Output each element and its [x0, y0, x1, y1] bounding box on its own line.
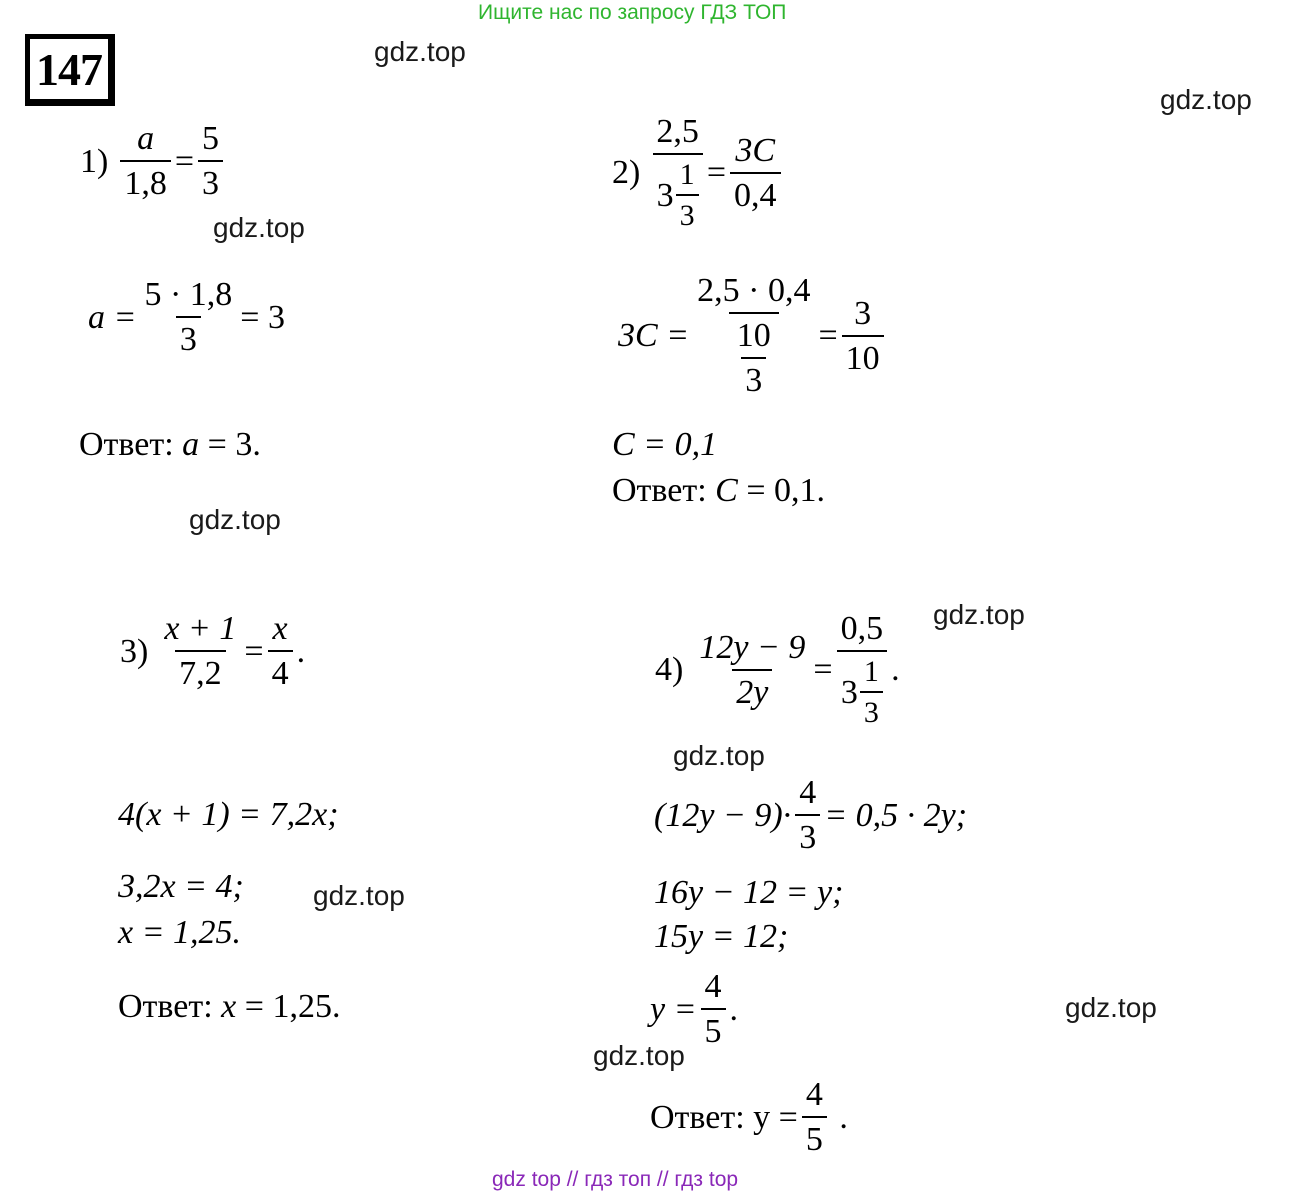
fraction — [695, 628, 809, 711]
numerator: 1 — [863, 655, 879, 688]
numerator: 4 — [799, 774, 817, 811]
watermark: gdz.top — [933, 599, 1025, 630]
watermark: gdz.top — [1160, 84, 1252, 115]
answer-value: = 1,25. — [244, 988, 341, 1025]
lhs: 3C = — [618, 317, 690, 354]
p2-c-value: C = 0,1 — [612, 426, 718, 463]
p4-step-2: 16y − 12 = y; — [654, 874, 844, 911]
p1-equation-1: 1) $\frac{a}{1,8}$ = $\frac{5}{3}$ — [80, 122, 227, 201]
p4-step-1 — [654, 776, 967, 855]
fraction — [268, 612, 293, 691]
mixed-whole: 3 — [840, 673, 858, 711]
numerator: 3C — [735, 131, 776, 169]
top-banner: Ищите нас по запросу ГДЗ ТОП — [478, 1, 787, 24]
fraction — [652, 115, 703, 231]
answer-word: Ответ: — [612, 472, 707, 509]
fraction — [795, 776, 820, 855]
watermark: gdz.top — [1065, 992, 1157, 1023]
watermark: gdz.top — [313, 880, 405, 911]
lhs: a = — [88, 298, 137, 336]
fraction — [701, 970, 726, 1049]
numerator: a — [137, 120, 155, 157]
answer-word: Ответ: — [118, 988, 213, 1025]
denominator — [653, 153, 703, 231]
answer-value: = 3. — [207, 426, 261, 463]
numerator: x + 1 — [164, 610, 237, 647]
denominator: 5 — [802, 1116, 827, 1157]
answer-var: x — [221, 988, 237, 1025]
fraction — [160, 612, 240, 691]
p2-equation-1: 2) 2,5 3 $\frac{1}{3}$ = $\frac{3C}{0,4}$ — [612, 115, 785, 231]
denominator: 1,8 — [120, 160, 171, 201]
numerator: 2,5 · 0,4 — [697, 272, 811, 309]
bottom-banner: gdz top // гдз топ // гдз top — [492, 1168, 739, 1191]
watermark: gdz.top — [673, 740, 765, 771]
numerator: 1 — [679, 158, 695, 191]
denominator: 3 — [176, 316, 201, 357]
numerator: 4 — [704, 968, 722, 1005]
rhs: = 0,5 · 2y; — [824, 796, 968, 834]
p1-equation-2 — [88, 278, 285, 357]
denominator: 3 — [676, 194, 699, 231]
fraction — [120, 122, 171, 201]
answer-word: Ответ: y = — [650, 1098, 798, 1136]
watermark: gdz.top — [189, 504, 281, 535]
watermark: gdz.top — [374, 36, 466, 67]
numerator: 2,5 — [656, 113, 699, 150]
mixed-whole: 3 — [656, 176, 674, 214]
numerator: 0,5 — [840, 610, 884, 647]
fraction — [802, 1078, 827, 1157]
p2-answer — [612, 472, 825, 510]
denominator: 3 — [198, 160, 223, 201]
numerator: 4 — [805, 1076, 823, 1113]
denominator: 10 — [842, 335, 884, 376]
numerator: 5 — [202, 120, 220, 157]
p4-equation-1: 4) $\frac{12y - 9}{2y}$ = 0,5 3 $\frac{1}{3}$ . — [655, 610, 900, 729]
denominator — [729, 312, 779, 398]
rhs: = 3 — [240, 298, 285, 336]
answer-word: Ответ: — [79, 426, 174, 463]
p4-step-3: 15y = 12; — [654, 918, 789, 955]
denominator: 5 — [701, 1008, 726, 1049]
numerator: 12y − 9 — [699, 628, 806, 666]
answer-value: = 0,1. — [746, 472, 826, 509]
p2-label: 2) — [612, 154, 641, 191]
numerator: x — [272, 610, 288, 647]
denominator: 4 — [268, 650, 293, 691]
p3-answer — [118, 988, 340, 1026]
p1-answer — [79, 426, 261, 464]
fraction — [842, 294, 884, 377]
denominator: 3 — [795, 814, 820, 855]
watermark: gdz.top — [213, 212, 305, 243]
p4-label: 4) — [655, 651, 684, 688]
p3-label: 3) — [120, 632, 149, 670]
p4-answer: Ответ: y = $\frac{4}{5}$ . — [650, 1076, 848, 1158]
fraction — [198, 122, 223, 201]
problem-number: 147 — [25, 34, 115, 106]
numerator: 10 — [736, 317, 771, 354]
numerator: 5 · 1,8 — [144, 276, 233, 313]
fraction — [693, 274, 814, 398]
p3-step-3: x = 1,25. — [118, 914, 242, 951]
fraction — [837, 612, 888, 728]
p3-step-1: 4(x + 1) = 7,2x; — [118, 796, 339, 833]
p4-step-4: y = $\frac{4}{5}$ . — [650, 968, 739, 1050]
numerator: 3 — [854, 294, 872, 332]
p3-equation-1: 3) $\frac{x + 1}{7,2}$ = $\frac{x}{4}$ . — [120, 610, 306, 692]
p3-step-2: 3,2x = 4; — [118, 868, 244, 905]
fraction — [730, 131, 781, 214]
denominator: 7,2 — [175, 650, 226, 691]
fraction — [140, 278, 236, 357]
denominator: 2y — [732, 669, 772, 710]
lhs: (12y − 9)· — [654, 796, 792, 834]
answer-var: C — [715, 472, 738, 509]
denominator: 3 — [741, 357, 766, 398]
watermark: gdz.top — [593, 1040, 685, 1071]
denominator: 0,4 — [730, 172, 781, 213]
lhs: y = — [650, 990, 697, 1028]
p1-label: 1) — [80, 142, 109, 180]
denominator: 3 — [860, 691, 883, 728]
answer-var: a — [182, 426, 200, 463]
denominator — [837, 650, 887, 728]
p2-equation-2: 3C = $\frac{2,5 \cdot 0,4}{\frac{10}{3}}$ = $\frac{3}{10}$ — [618, 274, 888, 398]
